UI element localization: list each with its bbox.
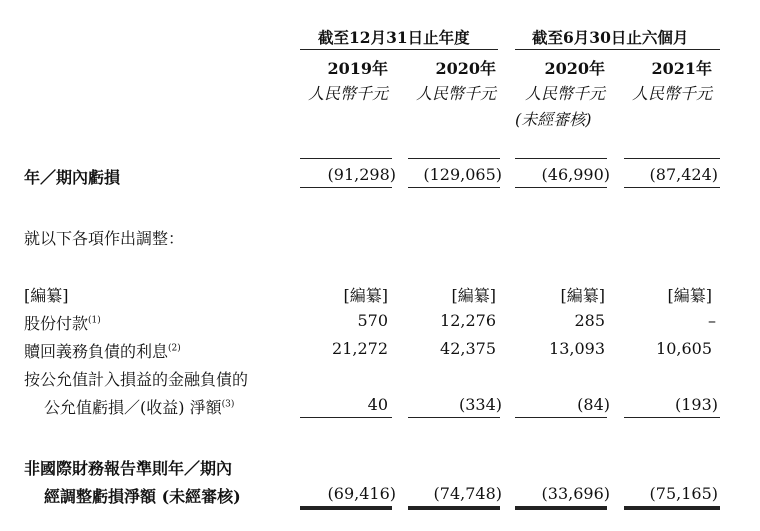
adjustments-intro: 就以下各項作出調整： bbox=[24, 229, 185, 248]
row-redemption-interest-value-2: 42,375 bbox=[440, 339, 496, 358]
header-halfyear-group: 截至6月30日止六個月 bbox=[532, 28, 689, 47]
row-non-ifrs-double-underline-1 bbox=[300, 506, 392, 510]
row-redemption-interest-note: (2) bbox=[168, 343, 181, 354]
row-loss-topline-4 bbox=[624, 158, 720, 159]
row-fair-value-note: (3) bbox=[221, 399, 235, 410]
row-loss-label: 年／期內虧損 bbox=[24, 168, 121, 187]
row-non-ifrs-label-line1: 非國際財務報告準則年／期內 bbox=[24, 459, 233, 478]
row-non-ifrs-value-1: (69,416) bbox=[327, 484, 396, 503]
row-non-ifrs-double-underline-3 bbox=[515, 506, 607, 510]
row-loss-value-2: (129,065) bbox=[423, 165, 502, 184]
header-unit-2: 人民幣千元 bbox=[415, 84, 496, 103]
row-fair-value-label bbox=[44, 395, 234, 418]
row-share-payment-value-2: 12,276 bbox=[440, 311, 496, 330]
row-loss-bottomline-2 bbox=[408, 187, 500, 188]
row-non-ifrs-value-4: (75,165) bbox=[649, 484, 718, 503]
row-non-ifrs-value-3: (33,696) bbox=[541, 484, 610, 503]
row-fair-value-value-4: (193) bbox=[674, 395, 718, 414]
row-fair-value-value-2: (334) bbox=[458, 395, 502, 414]
row-loss-value-1: (91,298) bbox=[327, 165, 396, 184]
row-loss-topline-3 bbox=[515, 158, 607, 159]
row-loss-topline-2 bbox=[408, 158, 500, 159]
row-fair-value-value-1: 40 bbox=[367, 395, 388, 414]
row-loss-bottomline-3 bbox=[515, 187, 607, 188]
row-non-ifrs-double-underline-2 bbox=[408, 506, 500, 510]
header-year-group: 截至12月31日止年度 bbox=[318, 28, 470, 47]
row-loss-value-4: (87,424) bbox=[649, 165, 718, 184]
row-redemption-interest-text: 贖回義務負債的利息 bbox=[24, 342, 169, 361]
row-redacted-value-4: [編纂] bbox=[667, 286, 712, 305]
row-fair-value-text: 公允值虧損／(收益) 淨額 bbox=[44, 398, 222, 417]
row-non-ifrs-label: 經調整虧損淨額 (未經審核) bbox=[44, 487, 241, 506]
header-unit-1: 人民幣千元 bbox=[307, 84, 388, 103]
row-fair-value-underline-4 bbox=[624, 417, 720, 418]
row-redacted-label: [編纂] bbox=[24, 286, 69, 305]
row-redemption-interest-value-4: 10,605 bbox=[656, 339, 712, 358]
row-share-payment-label bbox=[24, 311, 101, 334]
row-redacted-value-1: [編纂] bbox=[343, 286, 388, 305]
row-share-payment-value-1: 570 bbox=[357, 311, 388, 330]
header-year-group-underline bbox=[300, 49, 498, 50]
row-fair-value-underline-1 bbox=[300, 417, 392, 418]
row-fair-value-underline-2 bbox=[408, 417, 500, 418]
header-year-1: 2019年 bbox=[327, 59, 388, 78]
row-fair-value-underline-3 bbox=[515, 417, 607, 418]
row-fair-value-value-3: (84) bbox=[577, 395, 610, 414]
header-unaudited-note: (未經審核) bbox=[515, 110, 592, 129]
header-year-4: 2021年 bbox=[651, 59, 712, 78]
header-halfyear-group-underline bbox=[515, 49, 720, 50]
row-redemption-interest-value-3: 13,093 bbox=[549, 339, 605, 358]
row-non-ifrs-value-2: (74,748) bbox=[433, 484, 502, 503]
row-redemption-interest-label bbox=[24, 339, 181, 362]
row-loss-bottomline-4 bbox=[624, 187, 720, 188]
row-loss-value-3: (46,990) bbox=[541, 165, 610, 184]
row-loss-bottomline-1 bbox=[300, 187, 392, 188]
row-share-payment-value-3: 285 bbox=[574, 311, 605, 330]
row-non-ifrs-double-underline-4 bbox=[624, 506, 720, 510]
row-redacted-value-3: [編纂] bbox=[560, 286, 605, 305]
row-redacted-value-2: [編纂] bbox=[451, 286, 496, 305]
header-year-2: 2020年 bbox=[435, 59, 496, 78]
row-fair-value-label-line1: 按公允值計入損益的金融負債的 bbox=[24, 370, 249, 389]
header-unit-3: 人民幣千元 bbox=[524, 84, 605, 103]
header-year-3: 2020年 bbox=[544, 59, 605, 78]
row-share-payment-text: 股份付款 bbox=[24, 314, 89, 333]
row-redemption-interest-value-1: 21,272 bbox=[332, 339, 388, 358]
row-share-payment-note: (1) bbox=[88, 315, 101, 326]
row-share-payment-value-4: – bbox=[708, 311, 716, 330]
header-unit-4: 人民幣千元 bbox=[631, 84, 712, 103]
row-loss-topline-1 bbox=[300, 158, 392, 159]
